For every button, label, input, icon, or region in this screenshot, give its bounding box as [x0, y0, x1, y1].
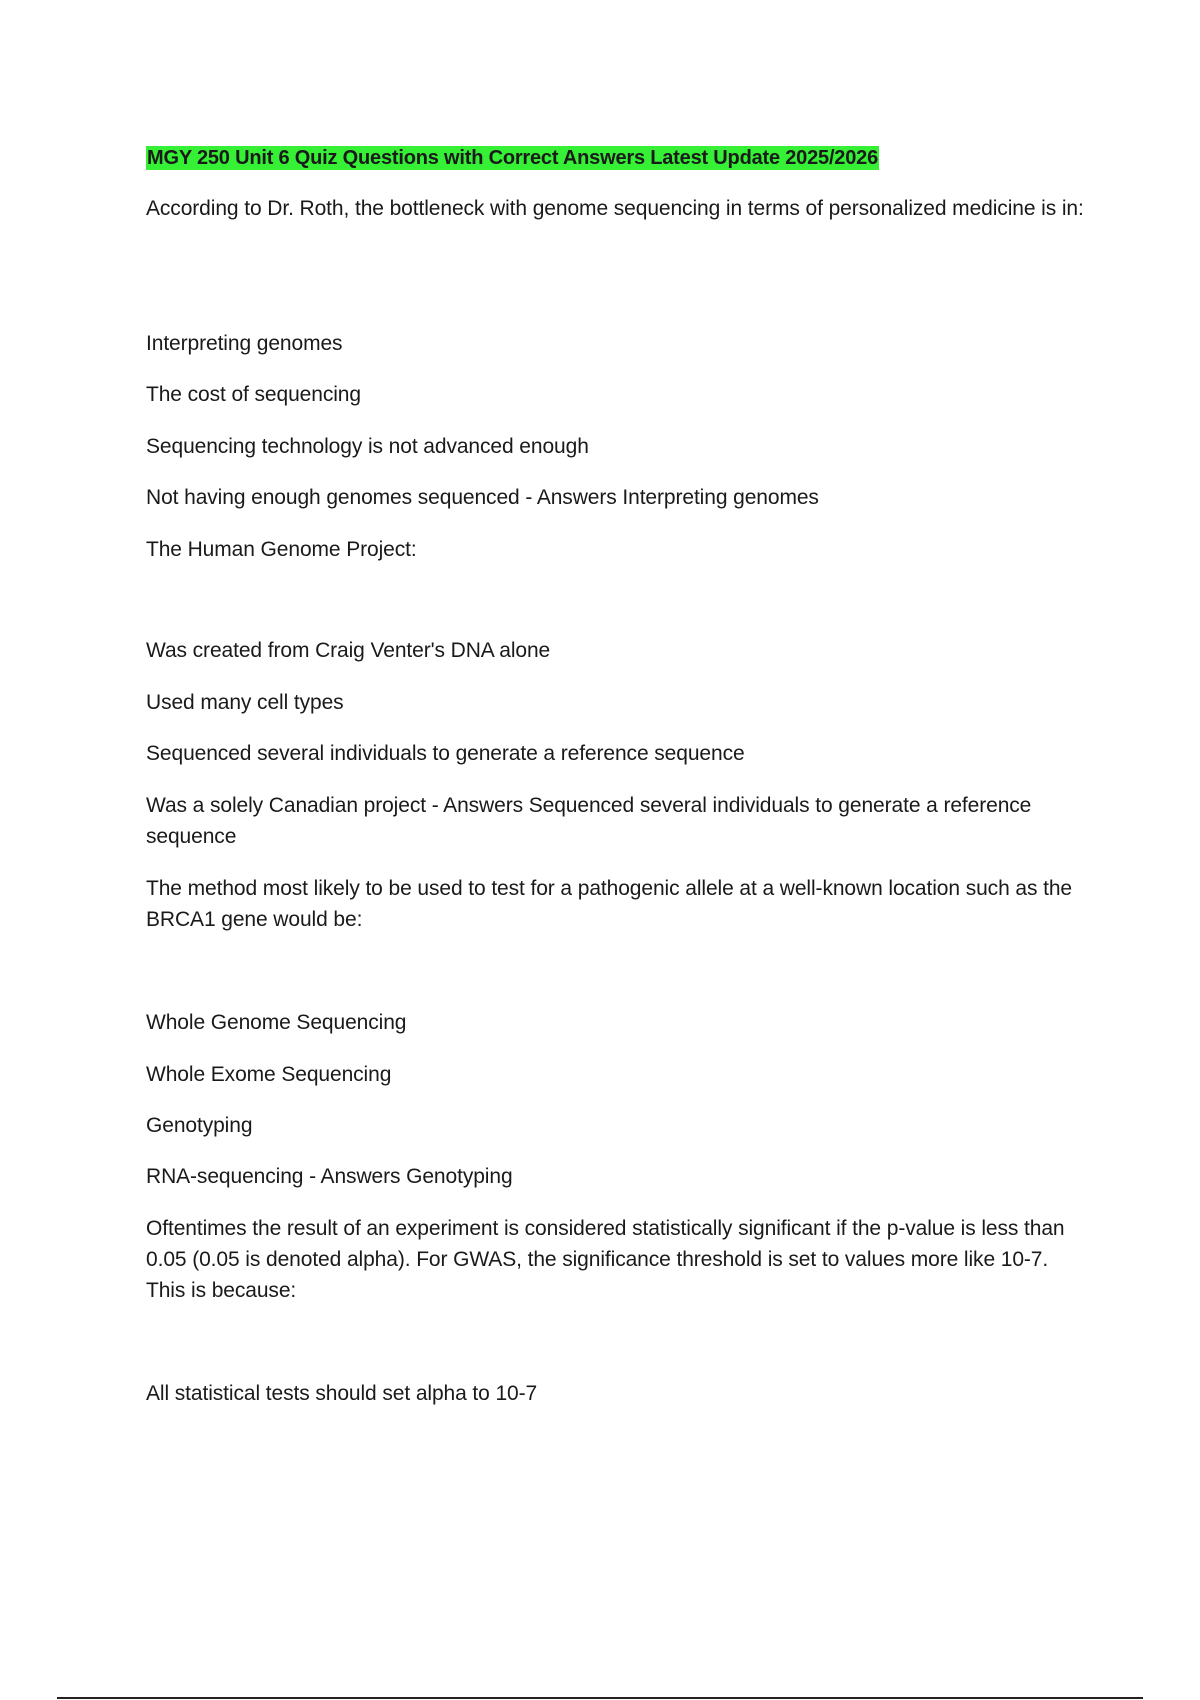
question-1-option-a: Interpreting genomes — [146, 332, 343, 355]
question-2-option-b: Used many cell types — [146, 691, 344, 714]
question-2-option-d-answer: Was a solely Canadian project - Answers Sequenced several individuals to generate a reference sequence — [146, 794, 1032, 848]
document-title — [146, 145, 879, 171]
question-2-option-a: Was created from Craig Venter's DNA alone — [146, 639, 551, 662]
footer-rule — [57, 1697, 1143, 1699]
question-2-text: The Human Genome Project: — [146, 538, 417, 561]
question-3-option-b: Whole Exome Sequencing — [146, 1063, 392, 1086]
question-4-option-a: All statistical tests should set alpha to 10-7 — [146, 1382, 538, 1405]
question-2-option-c: Sequenced several individuals to generate a reference sequence — [146, 742, 745, 765]
question-1-text: According to Dr. Roth, the bottleneck with genome sequencing in terms of personalized medicine is in: — [146, 197, 1084, 220]
question-3-text: The method most likely to be used to test for a pathogenic allele at a well-known location such as the BRCA1 gene would be: — [146, 877, 1072, 931]
question-4-text: Oftentimes the result of an experiment is considered statistically significant if the p-value is less than 0.05 (0.05 is denoted alpha). For GWAS, the significance threshold is set to values more like 10-7. This is because: — [146, 1217, 1065, 1302]
question-3-option-a: Whole Genome Sequencing — [146, 1011, 407, 1034]
question-3-option-c: Genotyping — [146, 1114, 253, 1137]
question-3-option-d-answer: RNA-sequencing - Answers Genotyping — [146, 1165, 513, 1188]
title-highlight: MGY 250 Unit 6 Quiz Questions with Correct Answers Latest Update 2025/2026 — [147, 147, 878, 169]
question-1-option-d-answer: Not having enough genomes sequenced - Answers Interpreting genomes — [146, 486, 819, 509]
question-1-option-b: The cost of sequencing — [146, 383, 361, 406]
question-1-option-c: Sequencing technology is not advanced enough — [146, 435, 589, 458]
